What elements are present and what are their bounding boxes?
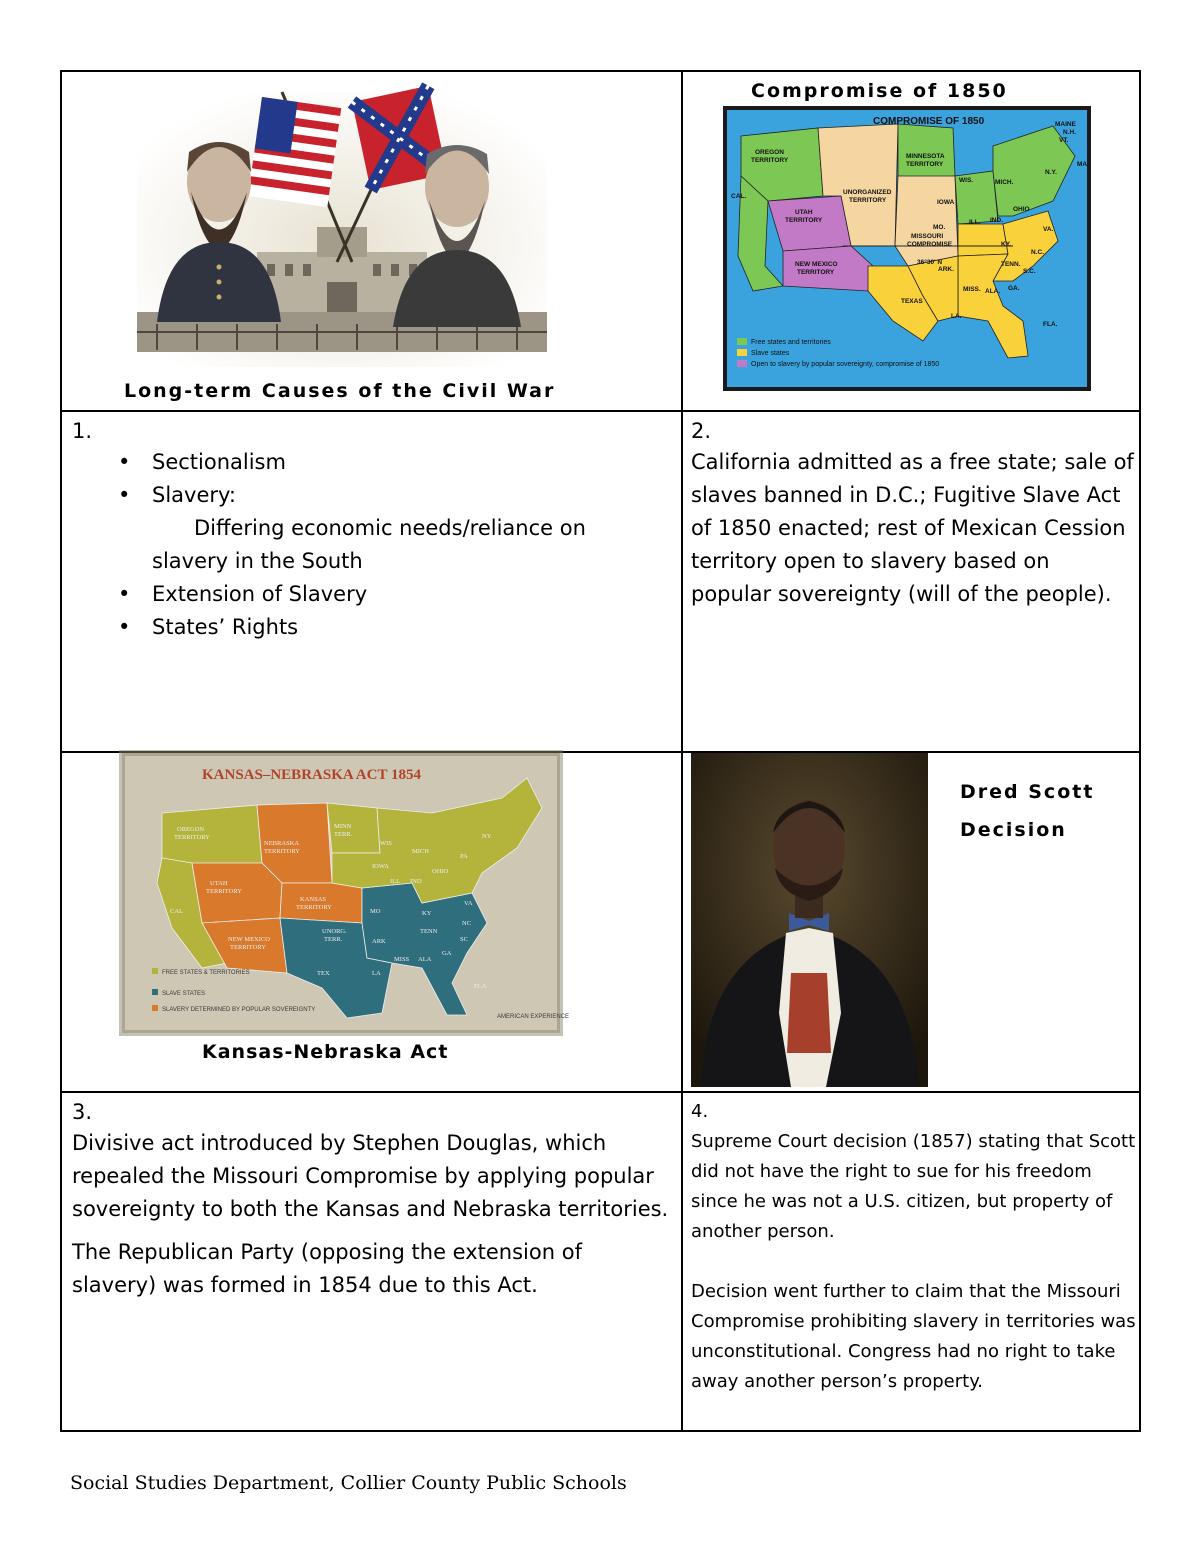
sub-item-line: slavery in the South [152,549,363,573]
svg-text:TERRITORY: TERRITORY [264,848,300,855]
svg-text:WIS: WIS [380,840,392,847]
svg-text:Free states and territories: Free states and territories [751,339,831,346]
svg-text:NEW MEXICO: NEW MEXICO [795,261,838,268]
svg-text:36°30' N: 36°30' N [917,259,943,266]
civil-war-generals-illustration [137,92,547,367]
card-kansas-title: Kansas-Nebraska Act [202,1041,449,1063]
svg-text:UTAH: UTAH [210,880,228,887]
svg-text:MO: MO [370,908,381,915]
svg-text:TENN.: TENN. [1001,261,1021,268]
svg-text:UNORG.: UNORG. [322,928,347,935]
svg-text:IND.: IND. [990,217,1003,224]
card-dredscott-back [691,1097,1136,1427]
svg-text:NY: NY [482,833,492,840]
svg-text:KANSAS–NEBRASKA ACT 1854: KANSAS–NEBRASKA ACT 1854 [202,767,421,783]
svg-text:MA.: MA. [1077,161,1089,168]
flashcard-grid [60,70,1141,1432]
svg-text:KANSAS: KANSAS [300,896,327,903]
svg-text:CAL.: CAL. [731,193,747,200]
card-answer-text-2: The Republican Party (opposing the extension of slavery) was formed in 1854 due to this Act. [72,1240,582,1297]
svg-text:MISS.: MISS. [963,286,981,293]
card-answer-text: Divisive act introduced by Stephen Douglas, which repealed the Missouri Compromise by applying popular sovereignty to both the Kansas and Nebraska territories. [72,1131,669,1221]
card-causes-back [72,416,672,746]
svg-text:OHIO: OHIO [432,868,449,875]
svg-text:TERRITORY: TERRITORY [230,944,266,951]
card-compromise-back [691,416,1136,746]
svg-text:OHIO: OHIO [1013,206,1030,213]
svg-text:OREGON: OREGON [755,149,784,156]
svg-text:MISSOURI: MISSOURI [911,233,944,240]
svg-text:TERRITORY: TERRITORY [797,269,835,276]
svg-text:NEBRASKA: NEBRASKA [264,840,300,847]
card-dredscott-front [683,753,1141,1091]
card-number-4: 4. [691,1101,709,1122]
svg-text:UNORGANIZED: UNORGANIZED [843,189,892,196]
svg-text:VA: VA [464,900,473,907]
svg-text:TENN: TENN [420,928,438,935]
svg-text:OREGON: OREGON [177,826,205,833]
svg-text:TERR.: TERR. [324,936,343,943]
svg-text:GA.: GA. [1008,285,1020,292]
svg-text:ARK: ARK [372,938,386,945]
svg-text:PA: PA [460,853,468,860]
card-causes-title: Long-term Causes of the Civil War [124,380,556,402]
svg-text:TEXAS: TEXAS [901,298,923,305]
svg-text:Open to slavery by popular sov: Open to slavery by popular sovereignty, compromise of 1850 [751,361,940,368]
dred-scott-portrait [691,753,928,1087]
svg-text:MICH: MICH [412,848,429,855]
svg-text:WIS.: WIS. [959,177,974,184]
svg-text:VA.: VA. [1043,226,1054,233]
svg-text:TERRITORY: TERRITORY [296,904,332,911]
card-kansas-front [62,753,681,1091]
svg-text:TERRITORY: TERRITORY [206,888,242,895]
svg-text:ARK.: ARK. [938,266,954,273]
row-divider-1 [62,410,1139,412]
svg-text:FLA.: FLA. [1043,321,1058,328]
svg-text:N.Y.: N.Y. [1045,169,1057,176]
svg-text:TERRITORY: TERRITORY [174,834,210,841]
card-answer-text: California admitted as a free state; sale of slaves banned in D.C.; Fugitive Slave Act of 1850 enacted; rest of Mexican Cession territory open to slavery based on popular sovereignty (will of the people). [691,450,1134,606]
svg-text:FREE STATES & TERRITORIES: FREE STATES & TERRITORIES [162,970,250,976]
card-number-3: 3. [72,1100,93,1124]
svg-text:S.C.: S.C. [1023,268,1036,275]
svg-text:UTAH: UTAH [795,209,813,216]
svg-text:MINN: MINN [334,823,352,830]
svg-text:LA.: LA. [951,313,962,320]
kansas-nebraska-map [122,753,570,1033]
svg-text:MINNESOTA: MINNESOTA [906,153,945,160]
svg-text:COMPROMISE OF 1850: COMPROMISE OF 1850 [873,116,985,127]
card-number-2: 2. [691,419,712,443]
svg-text:Slave states: Slave states [751,350,790,357]
svg-text:KY.: KY. [1001,241,1012,248]
list-item: • Slavery: [152,479,672,512]
svg-text:TERR.: TERR. [334,831,353,838]
card-compromise-front [683,72,1141,410]
card-kansas-back [72,1097,672,1427]
svg-text:LA: LA [372,970,381,977]
svg-text:TERRITORY: TERRITORY [906,161,944,168]
svg-text:MO.: MO. [933,224,946,231]
sub-item-line: Differing economic needs/reliance on [194,516,586,540]
card-answer-text: Supreme Court decision (1857) stating that Scott did not have the right to sue for his freedom since he was not a U.S. citizen, but property of another person. [691,1131,1136,1242]
svg-text:IOWA: IOWA [372,863,389,870]
svg-text:TERRITORY: TERRITORY [751,157,789,164]
svg-text:VT.: VT. [1059,137,1069,144]
card-dredscott-title-2: Decision [960,819,1067,841]
svg-text:TERRITORY: TERRITORY [785,217,823,224]
causes-list [72,446,672,512]
list-item: • States’ Rights [152,611,672,644]
svg-text:AMERICAN EXPERIENCE: AMERICAN EXPERIENCE [497,1014,570,1020]
svg-text:KY: KY [422,910,432,917]
card-dredscott-title-1: Dred Scott [960,781,1095,803]
svg-text:ILL.: ILL. [969,219,981,226]
svg-text:NEW MEXICO: NEW MEXICO [228,936,270,943]
svg-text:ALA: ALA [418,956,432,963]
svg-text:MICH.: MICH. [995,179,1014,186]
svg-text:COMPROMISE: COMPROMISE [907,241,953,248]
svg-text:ILL: ILL [390,878,401,885]
page-footer: Social Studies Department, Collier County Public Schools [70,1472,627,1494]
card-compromise-title: Compromise of 1850 [751,80,1008,102]
svg-text:SC: SC [460,936,468,943]
svg-text:MAINE: MAINE [1055,121,1076,128]
card-answer-text-2: Decision went further to claim that the Missouri Compromise prohibiting slavery in territories was unconstitutional. Congress had no right to take away another person’s property. [691,1281,1136,1392]
svg-text:NC: NC [462,920,472,927]
card-number-1: 1. [72,419,93,443]
compromise-1850-map [723,106,1091,391]
svg-text:N.C.: N.C. [1031,249,1044,256]
svg-text:IOWA: IOWA [937,199,955,206]
svg-text:TERRITORY: TERRITORY [849,197,887,204]
svg-text:FLA: FLA [474,983,487,990]
list-item: • Extension of Slavery [152,578,672,611]
row-divider-3 [62,1091,1139,1093]
list-item: • Sectionalism [152,446,672,479]
svg-text:SLAVE STATES: SLAVE STATES [162,991,206,997]
card-causes-front [62,72,681,410]
svg-text:MISS: MISS [394,956,410,963]
svg-text:CAL: CAL [170,908,183,915]
svg-text:IND: IND [410,878,422,885]
svg-text:N.H.: N.H. [1063,129,1076,136]
causes-list-cont [72,578,672,644]
svg-text:GA: GA [442,950,452,957]
svg-text:SLAVERY DETERMINED BY POPULAR: SLAVERY DETERMINED BY POPULAR SOVEREIGNTY [162,1007,316,1013]
svg-text:ALA.: ALA. [985,288,1001,295]
svg-text:TEX: TEX [317,970,330,977]
